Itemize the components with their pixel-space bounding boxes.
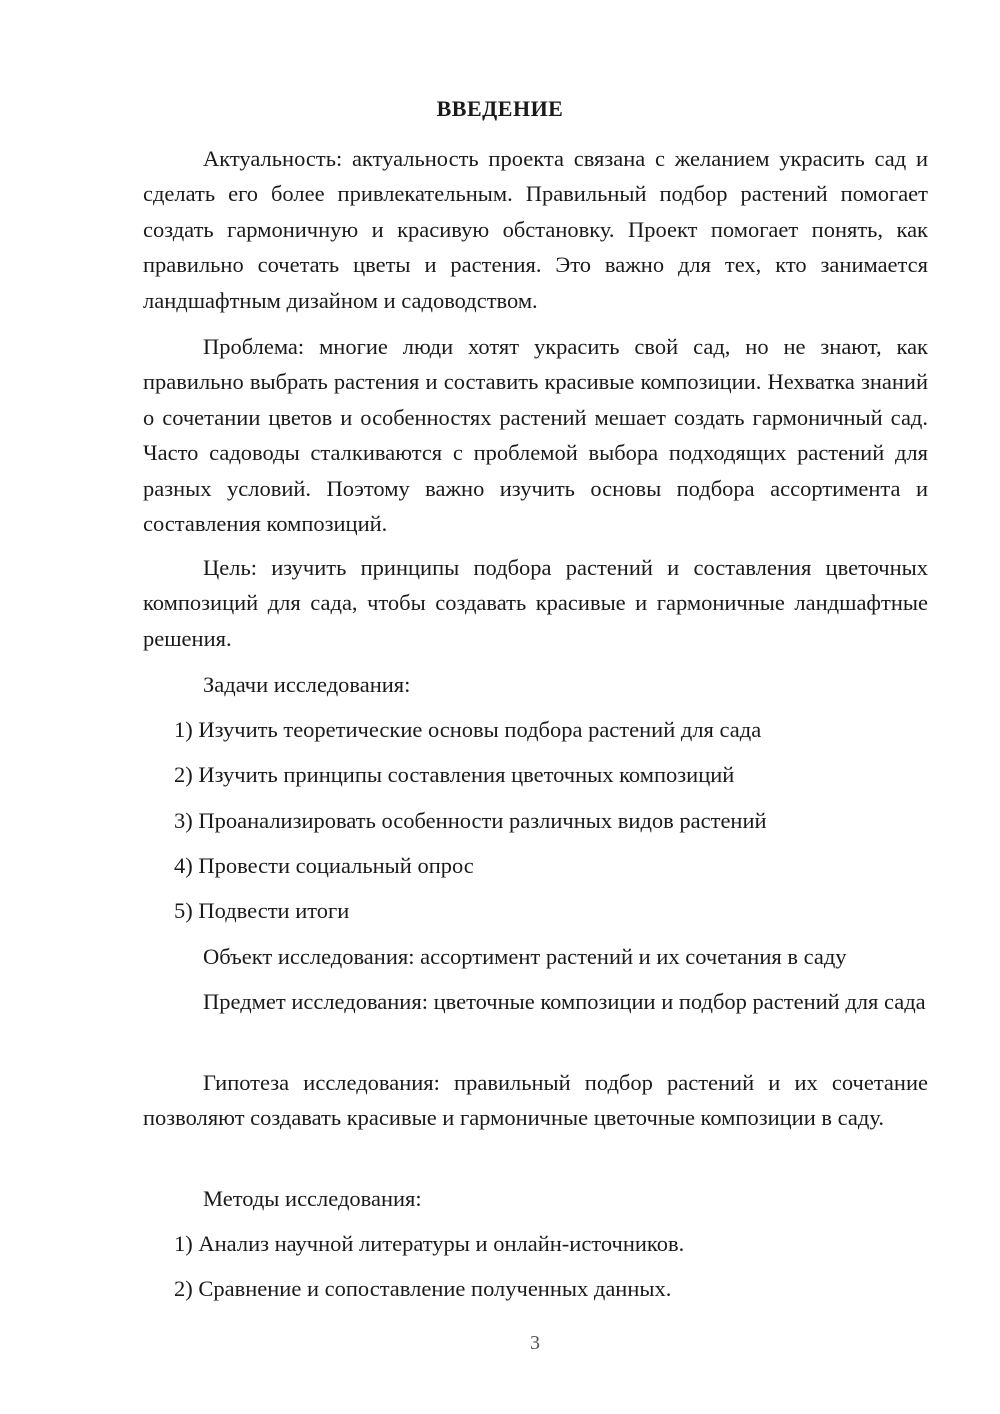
methods-heading: Методы исследования:: [203, 1186, 422, 1211]
method-item: 1) Анализ научной литературы и онлайн-источников.: [174, 1231, 685, 1256]
subject-paragraph: Предмет исследования: цветочные композиции и подбор растений для сада: [203, 989, 926, 1014]
object-paragraph: Объект исследования: ассортимент растений и их сочетания в саду: [203, 944, 847, 969]
page-number: 3: [530, 1332, 540, 1354]
problem-paragraph: Проблема: многие люди хотят украсить свой сад, но не знают, как правильно выбрать растения и составить красивые композиции. Нехватка знаний о сочетании цветов и особенностях растений мешает создать гармоничный сад. Часто садоводы сталкиваются с проблемой выбора подходящих растений для разных условий. Поэтому важно изучить основы подбора ассортимента и составления композиций.: [143, 334, 928, 537]
page-title: ВВЕДЕНИЕ: [436, 96, 564, 121]
method-item: 2) Сравнение и сопоставление полученных данных.: [174, 1276, 672, 1301]
goal-paragraph: Цель: изучить принципы подбора растений и составления цветочных композиций для сада, чтобы создавать красивые и гармоничные ландшафтные решения.: [143, 555, 928, 651]
task-item: 1) Изучить теоретические основы подбора растений для сада: [174, 717, 762, 742]
relevance-paragraph: Актуальность: актуальность проекта связана с желанием украсить сад и сделать его более привлекательным. Правильный подбор растений помогает создать гармоничную и красивую обстановку. Проект помогает понять, как правильно сочетать цветы и растения. Это важно для тех, кто занимается ландшафтным дизайном и садоводством.: [143, 146, 928, 313]
tasks-heading: Задачи исследования:: [203, 672, 411, 697]
task-item: 3) Проанализировать особенности различных видов растений: [174, 808, 767, 833]
task-item: 5) Подвести итоги: [174, 898, 350, 923]
hypothesis-paragraph: Гипотеза исследования: правильный подбор растений и их сочетание позволяют создавать красивые и гармоничные цветочные композиции в саду.: [143, 1070, 928, 1131]
task-item: 4) Провести социальный опрос: [174, 853, 474, 878]
task-item: 2) Изучить принципы составления цветочных композиций: [174, 762, 735, 787]
